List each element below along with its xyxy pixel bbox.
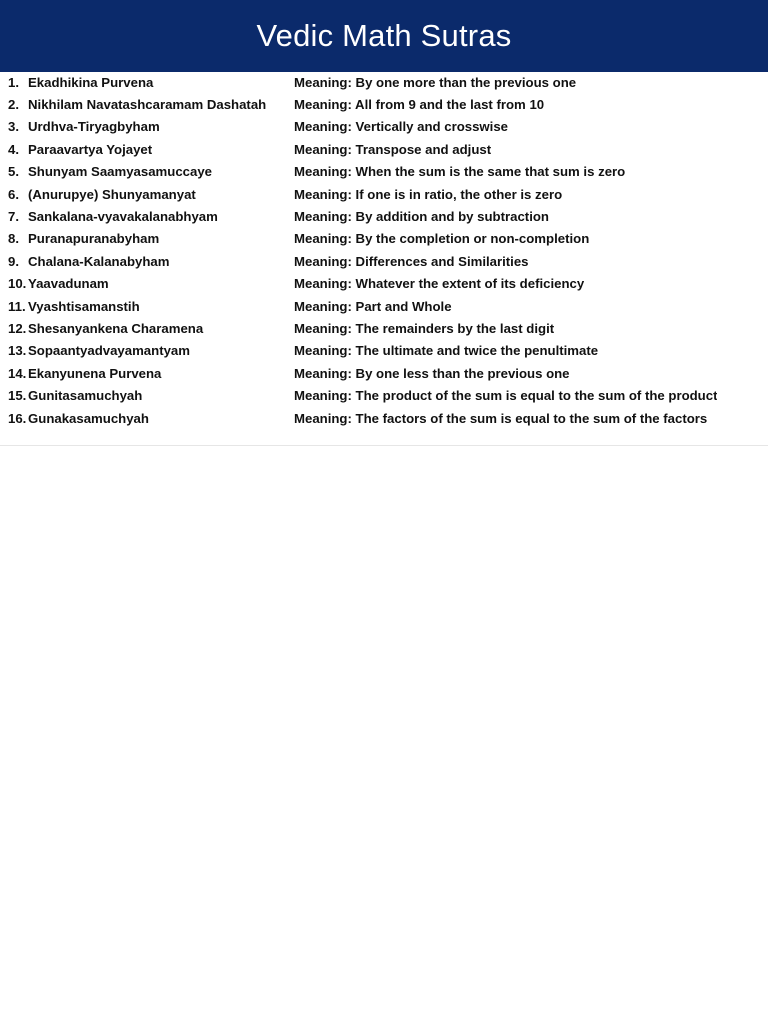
sutra-row xyxy=(8,205,760,227)
sutra-name: Gunakasamuchyah xyxy=(28,410,149,426)
sutra-number: 3. xyxy=(8,119,19,135)
title-bar xyxy=(0,0,768,72)
sutra-name: Ekanyunena Purvena xyxy=(28,365,162,381)
sutra-row xyxy=(8,161,760,183)
sutra-number: 15. xyxy=(8,388,27,404)
sutra-meaning: Meaning: By the completion or non-completion xyxy=(294,231,590,247)
sutra-meaning: Meaning: The ultimate and twice the penultimate xyxy=(294,343,599,359)
sutra-row xyxy=(8,273,760,295)
sutra-number: 16. xyxy=(8,410,27,426)
sutra-name: Puranapuranabyham xyxy=(28,231,160,247)
sutra-row xyxy=(8,71,760,93)
sutra-meaning: Meaning: The remainders by the last digit xyxy=(294,320,555,336)
sutra-meaning: Meaning: All from 9 and the last from 10 xyxy=(294,97,545,113)
sutra-meaning: Meaning: If one is in ratio, the other is zero xyxy=(294,186,563,202)
sutra-name: Gunitasamuchyah xyxy=(28,388,143,404)
sutra-meaning: Meaning: Transpose and adjust xyxy=(294,141,492,157)
sutra-meaning: Meaning: The product of the sum is equal to the sum of the product xyxy=(294,388,718,404)
sutra-name: Sopaantyadvayamantyam xyxy=(28,343,190,359)
slide xyxy=(0,0,768,446)
sutra-meaning: Meaning: Whatever the extent of its deficiency xyxy=(294,276,585,292)
sutra-row xyxy=(8,228,760,250)
sutra-row xyxy=(8,362,760,384)
sutra-row xyxy=(8,116,760,138)
sutra-name: Vyashtisamanstih xyxy=(28,298,140,314)
sutra-number: 10. xyxy=(8,276,27,292)
sutra-row xyxy=(8,138,760,160)
sutra-name: Shesanyankena Charamena xyxy=(28,320,204,336)
sutra-meaning: Meaning: Differences and Similarities xyxy=(294,253,529,269)
sutra-number: 5. xyxy=(8,164,19,180)
sutra-meaning: Meaning: When the sum is the same that sum is zero xyxy=(294,164,626,180)
sutra-row xyxy=(8,340,760,362)
sutra-row xyxy=(8,407,760,429)
sutra-number: 4. xyxy=(8,141,19,157)
sutra-number: 13. xyxy=(8,343,27,359)
sutra-number: 1. xyxy=(8,74,19,90)
sutra-number: 2. xyxy=(8,97,19,113)
slide-title: Vedic Math Sutras xyxy=(256,18,512,53)
sutra-meaning: Meaning: Vertically and crosswise xyxy=(294,119,509,135)
sutra-row xyxy=(8,250,760,272)
sutra-row xyxy=(8,93,760,115)
sutra-meaning: Meaning: Part and Whole xyxy=(294,298,452,314)
sutra-row xyxy=(8,183,760,205)
sutra-number: 11. xyxy=(8,298,26,314)
sutra-meaning: Meaning: By one less than the previous one xyxy=(294,365,570,381)
sutra-row xyxy=(8,295,760,317)
sutra-name: Nikhilam Navatashcaramam Dashatah xyxy=(28,97,267,113)
sutra-number: 8. xyxy=(8,231,19,247)
sutra-name: Yaavadunam xyxy=(28,276,109,292)
sutra-name: Shunyam Saamyasamuccaye xyxy=(28,164,213,180)
sutra-meaning: Meaning: By one more than the previous one xyxy=(294,74,577,90)
sutra-row xyxy=(8,317,760,339)
sutra-row xyxy=(8,384,760,406)
sutra-name: Ekadhikina Purvena xyxy=(28,74,154,90)
sutra-number: 12. xyxy=(8,320,27,336)
sutra-name: (Anurupye) Shunyamanyat xyxy=(28,186,196,202)
sutra-name: Paraavartya Yojayet xyxy=(28,141,153,157)
sutra-name: Sankalana-vyavakalanabhyam xyxy=(28,209,218,225)
sutra-name: Chalana-Kalanabyham xyxy=(28,253,170,269)
sutra-list xyxy=(8,71,760,429)
sutra-meaning: Meaning: The factors of the sum is equal to the sum of the factors xyxy=(294,410,708,426)
sutra-meaning: Meaning: By addition and by subtraction xyxy=(294,209,549,225)
sutra-number: 7. xyxy=(8,209,19,225)
sutra-number: 9. xyxy=(8,253,19,269)
sutra-number: 14. xyxy=(8,365,27,381)
sutra-number: 6. xyxy=(8,186,19,202)
sutra-name: Urdhva-Tiryagbyham xyxy=(28,119,160,135)
